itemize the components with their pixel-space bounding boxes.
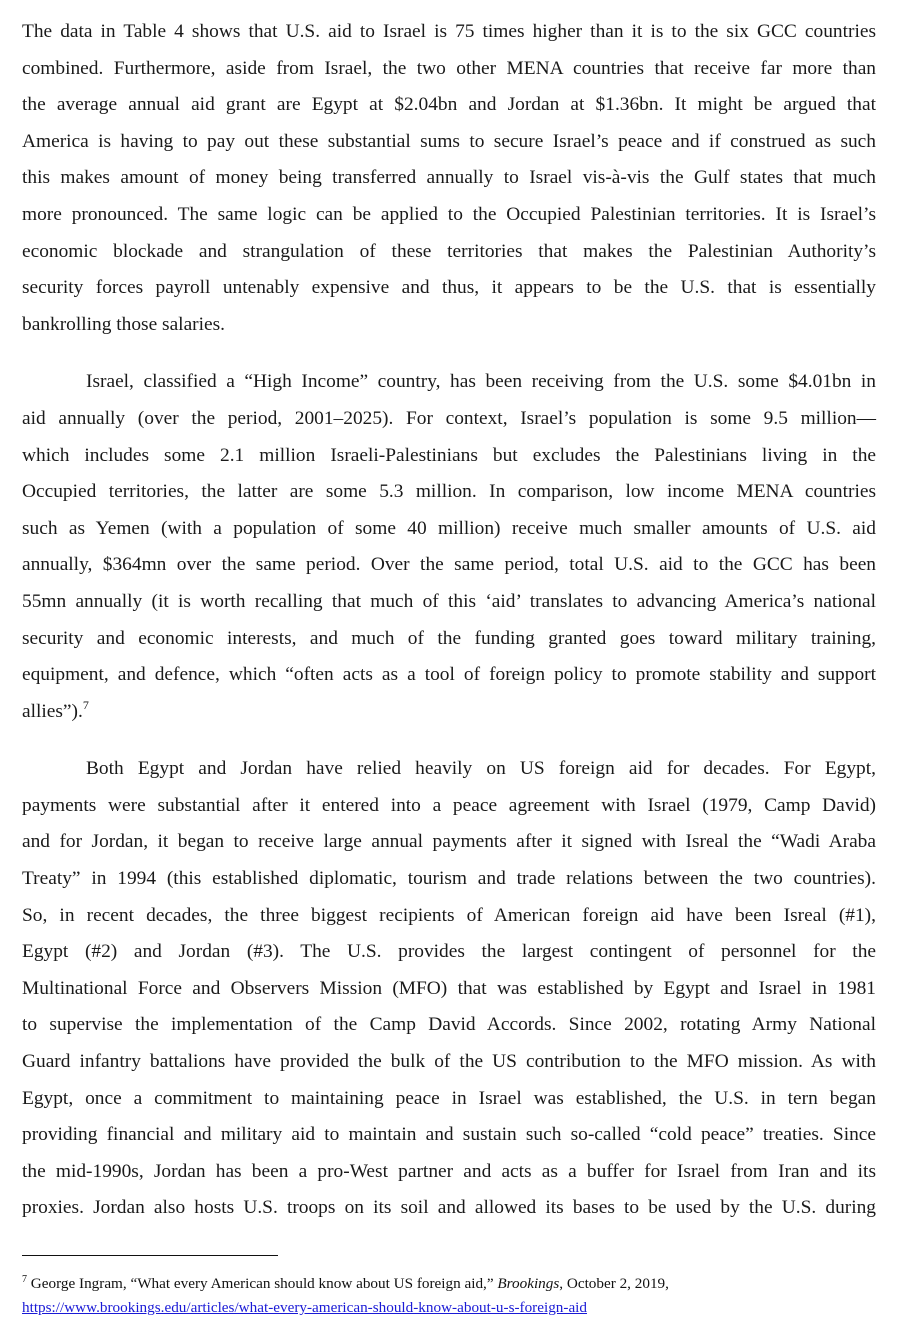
text-line: to supervise the implementation of the Camp David Accords. Since 2002, rotating Army National bbox=[22, 1014, 876, 1036]
text-line: combined. Furthermore, aside from Israel, the two other MENA countries that receive far more than bbox=[22, 57, 876, 79]
text-line: Israel, classified a “High Income” country, has been receiving from the U.S. some $4.01bn in bbox=[86, 371, 876, 393]
text-line: more pronounced. The same logic can be applied to the Occupied Palestinian territories. It is Israel’s bbox=[22, 203, 876, 225]
text-line: Egypt (#2) and Jordan (#3). The U.S. provides the largest contingent of personnel for the bbox=[22, 941, 876, 963]
text-line: this makes amount of money being transferred annually to Israel vis-à-vis the Gulf states that much bbox=[22, 167, 876, 189]
text-line: Occupied territories, the latter are some 5.3 million. In comparison, low income MENA countries bbox=[22, 481, 876, 503]
text-line: and for Jordan, it began to receive large annual payments after it signed with Isreal the “Wadi Araba bbox=[22, 831, 876, 853]
text-line: Treaty” in 1994 (this established diplomatic, tourism and trade relations between the two countries). bbox=[22, 868, 876, 890]
footnote-separator bbox=[22, 1255, 278, 1256]
footnote-author-title: George Ingram, “What every American should know about US foreign aid,” bbox=[27, 1275, 498, 1292]
text-line: payments were substantial after it entered into a peace agreement with Israel (1979, Camp David) bbox=[22, 794, 876, 816]
text-line-content: allies”). bbox=[22, 700, 83, 722]
footnote-number: 7 bbox=[22, 1274, 27, 1285]
text-line-with-footnote bbox=[22, 694, 876, 731]
text-line: 55mn annually (it is worth recalling that much of this ‘aid’ translates to advancing America’s national bbox=[22, 590, 876, 612]
text-line: economic blockade and strangulation of these territories that makes the Palestinian Authority’s bbox=[22, 240, 876, 262]
text-line: proxies. Jordan also hosts U.S. troops on its soil and allowed its bases to be used by the U.S. during bbox=[22, 1197, 876, 1219]
text-line: Multinational Force and Observers Mission (MFO) that was established by Egypt and Israel in 1981 bbox=[22, 977, 876, 999]
text-line: annually, $364mn over the same period. Over the same period, total U.S. aid to the GCC has been bbox=[22, 554, 876, 576]
paragraph-3 bbox=[22, 751, 876, 1227]
text-line: Both Egypt and Jordan have relied heavily on US foreign aid for decades. For Egypt, bbox=[86, 758, 876, 780]
text-line: America is having to pay out these substantial sums to secure Israel’s peace and if construed as such bbox=[22, 130, 876, 152]
text-line: security forces payroll untenably expensive and thus, it appears to be the U.S. that is essentially bbox=[22, 277, 876, 299]
text-line: The data in Table 4 shows that U.S. aid to Israel is 75 times higher than it is to the six GCC countries bbox=[22, 21, 876, 42]
text-line: the mid-1990s, Jordan has been a pro-West partner and acts as a buffer for Israel from Iran and its bbox=[22, 1160, 876, 1182]
text-line: equipment, and defence, which “often acts as a tool of foreign policy to promote stability and support bbox=[22, 664, 876, 686]
footnote-date: , October 2, 2019, bbox=[559, 1275, 669, 1292]
footnote-publication: Brookings bbox=[497, 1275, 560, 1292]
text-line: Egypt, once a commitment to maintaining peace in Israel was established, the U.S. in tern began bbox=[22, 1087, 876, 1109]
paragraph-2 bbox=[22, 364, 876, 730]
footnote-citation bbox=[22, 1272, 882, 1296]
text-line: such as Yemen (with a population of some 40 million) receive much smaller amounts of U.S. aid bbox=[22, 517, 876, 539]
footnote-reference[interactable]: 7 bbox=[82, 697, 89, 712]
text-line: security and economic interests, and much of the funding granted goes toward military training, bbox=[22, 627, 876, 649]
text-line: the average annual aid grant are Egypt at $2.04bn and Jordan at $1.36bn. It might be argued that bbox=[22, 94, 876, 116]
text-line: aid annually (over the period, 2001–2025). For context, Israel’s population is some 9.5 million— bbox=[22, 407, 876, 429]
text-line: which includes some 2.1 million Israeli-Palestinians but excludes the Palestinians living in the bbox=[22, 444, 876, 466]
paragraph-1 bbox=[22, 14, 876, 343]
footnote-url-link[interactable]: https://www.brookings.edu/articles/what-every-american-should-know-about-u-s-foreign-aid bbox=[22, 1299, 587, 1316]
text-line: bankrolling those salaries. bbox=[22, 313, 226, 335]
text-line: Guard infantry battalions have provided the bulk of the US contribution to the MFO mission. As with bbox=[22, 1051, 876, 1073]
text-line: So, in recent decades, the three biggest recipients of American foreign aid have been Isreal (#1), bbox=[22, 904, 876, 926]
footnote bbox=[22, 1272, 882, 1320]
text-line: providing financial and military aid to maintain and sustain such so-called “cold peace” treaties. Since bbox=[22, 1124, 876, 1146]
document-body bbox=[22, 14, 876, 1227]
